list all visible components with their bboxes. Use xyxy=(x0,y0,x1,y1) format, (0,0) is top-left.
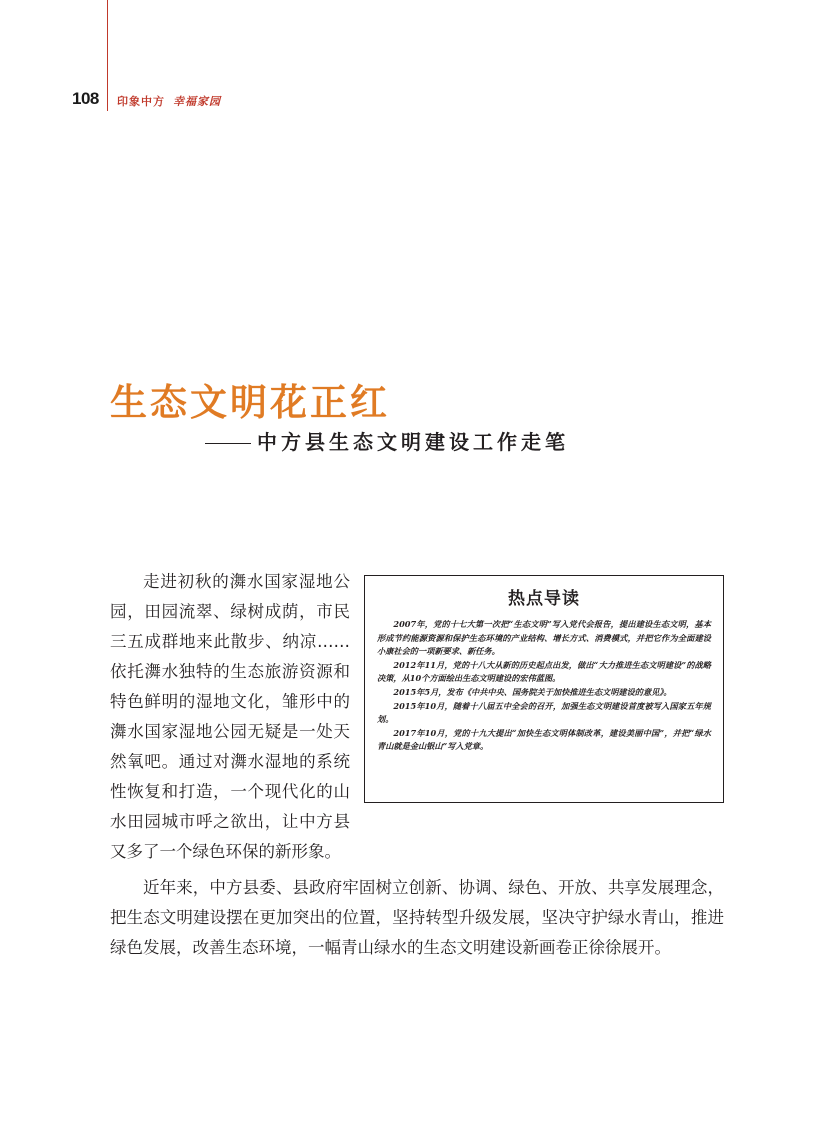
article-title: 生态文明花正红 xyxy=(110,380,390,424)
hot-topic-item: 2015年10月，随着十八届五中全会的召开，加强生态文明建设首度被写入国家五年规划。 xyxy=(377,700,711,725)
hot-topic-item: 2007年，党的十七大第一次把“生态文明”写入党代会报告，提出建设生态文明，基本形成节约能源资源和保护生态环境的产业结构、增长方式、消费模式，并把它作为全面建设小康社会的一项新要求、新任务。 xyxy=(377,619,711,657)
body-paragraph: 近年来，中方县委、县政府牢固树立创新、协调、绿色、开放、共享发展理念，把生态文明建设摆在更加突出的位置，坚持转型升级发展，坚决守护绿水青山，推进绿色发展，改善生态环境，一幅青山绿水的生态文明建设新画卷正徐徐展开。 xyxy=(110,878,724,957)
section-title: 幸福家园 xyxy=(173,95,221,108)
hot-topics-heading: 热点导读 xyxy=(508,589,580,609)
subtitle-dash xyxy=(205,443,251,444)
running-head xyxy=(117,93,221,109)
hot-topics-box xyxy=(364,575,724,803)
hot-topic-item: 2015年5月，发布《中共中央、国务院关于加快推进生态文明建设的意见》。 xyxy=(393,686,672,697)
page-number: 108 xyxy=(72,89,99,108)
article-subtitle xyxy=(205,426,569,455)
book-title: 印象中方 xyxy=(117,95,165,108)
body-paragraph: 走进初秋的㵲水国家湿地公园，田园流翠、绿树成荫，市民三五成群地来此散步、纳凉……依托㵲水独特的生态旅游资源和特色鲜明的湿地文化，雏形中的㵲水国家湿地公园无疑是一处天然氧吧。通过对㵲水湿地的系统性恢复和打造，一个现代化的山水田园城市呼之欲出，让中方县又多了一个绿色环保的新形象。 xyxy=(110,572,350,861)
article-body xyxy=(110,567,724,963)
subtitle-text: 中方县生态文明建设工作走笔 xyxy=(257,430,569,454)
hot-topic-item: 2017年10月，党的十九大提出“加快生态文明体制改革，建设美丽中国”，并把“绿水青山就是金山银山”写入党章。 xyxy=(377,727,711,752)
hot-topic-item: 2012年11月，党的十八大从新的历史起点出发，做出“大力推进生态文明建设”的战略决策，从10个方面绘出生态文明建设的宏伟蓝图。 xyxy=(377,659,711,684)
margin-rule xyxy=(107,0,108,111)
